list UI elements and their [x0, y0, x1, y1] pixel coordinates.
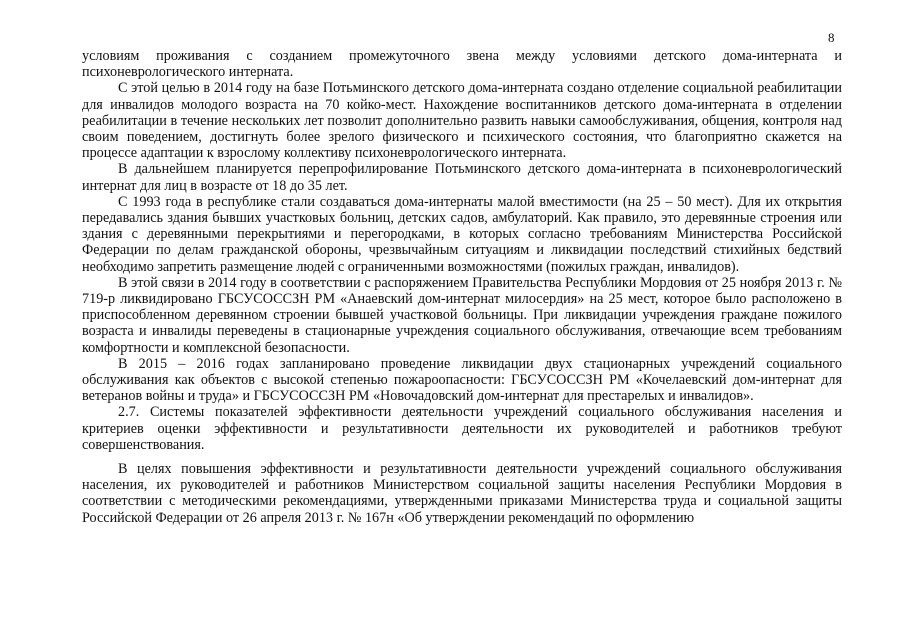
paragraph-liquidation-2014: В этой связи в 2014 году в соответствии с распоряжением Правительства Республики Мордовия от 25 ноября 2013 г. № 719-р ликвидировано ГБСУСОССЗН РМ «Анаевский дом-интернат милосердия» на 25 мест, которое было расположено в приспособленном деревянном строении бывшей участковой больницы. При ликвидации учреждения граждане пожилого возраста и инвалиды переведены в стационарные учреждения социального обслуживания, отвечающие всем требованиям комфортности и комплексной безопасности.	[82, 274, 842, 356]
paragraph-reprofiling-plan: В дальнейшем планируется перепрофилирование Потьминского детского дома-интерната в психоневрологический интернат для лиц в возрасте от 18 до 35 лет.	[82, 161, 842, 194]
paragraph-small-capacity-homes: С 1993 года в республике стали создаваться дома-интернаты малой вместимости (на 25 – 50 мест). Для их открытия передавались здания бывших участковых больниц, детских садов, амбулаторий. Как правило, это деревянные строения или здания с деревянными перекрытиями и перегородками, в которых согласно требованиям Министерства Российской Федерации по делам гражданской обороны, чрезвычайным ситуациям и ликвидации последствий стихийных бедствий необходимо запретить размещение людей с ограниченными возможностями (пожилых граждан, инвалидов).	[82, 193, 842, 275]
document-body	[82, 48, 842, 526]
page-number: 8	[828, 30, 835, 45]
paragraph-rehabilitation-unit: С этой целью в 2014 году на базе Потьминского детского дома-интерната создано отделение социальной реабилитации для инвалидов молодого возраста на 70 койко-мест. Нахождение воспитанников детского дома-интерната в отделении реабилитации в течение нескольких лет позволит дополнительно развить навыки самообслуживания, общения, контроля над своим поведением, достигнуть более зрелого физического и психического состояния, что благоприятно скажется на процессе адаптации к взрослому коллективу психоневрологического интерната.	[82, 80, 842, 162]
paragraph-efficiency-measures: В целях повышения эффективности и результативности деятельности учреждений социального обслуживания населения, их руководителей и работников Министерством социальной защиты населения Республики Мордовия в соответствии с методическими рекомендациями, утвержденными приказами Министерства труда и социальной защиты Российской Федерации от 26 апреля 2013 г. № 167н «Об утверждении рекомендаций по оформлению	[82, 461, 842, 526]
paragraph-liquidation-2015-2016: В 2015 – 2016 годах запланировано проведение ликвидации двух стационарных учреждений социального обслуживания как объектов с высокой степенью пожароопасности: ГБСУСОССЗН РМ «Кочелаевский дом-интернат для ветеранов войны и труда» и ГБСУСОССЗН РМ «Новочадовский дом-интернат для престарелых и инвалидов».	[82, 355, 842, 405]
paragraph-section-2-7: 2.7. Системы показателей эффективности деятельности учреждений социального обслуживания населения и критериев оценки эффективности и результативности деятельности их руководителей и работников требуют совершенствования.	[82, 404, 842, 453]
paragraph-continuation: условиям проживания с созданием промежуточного звена между условиями детского дома-интерната и психоневрологического интерната.	[82, 48, 842, 81]
